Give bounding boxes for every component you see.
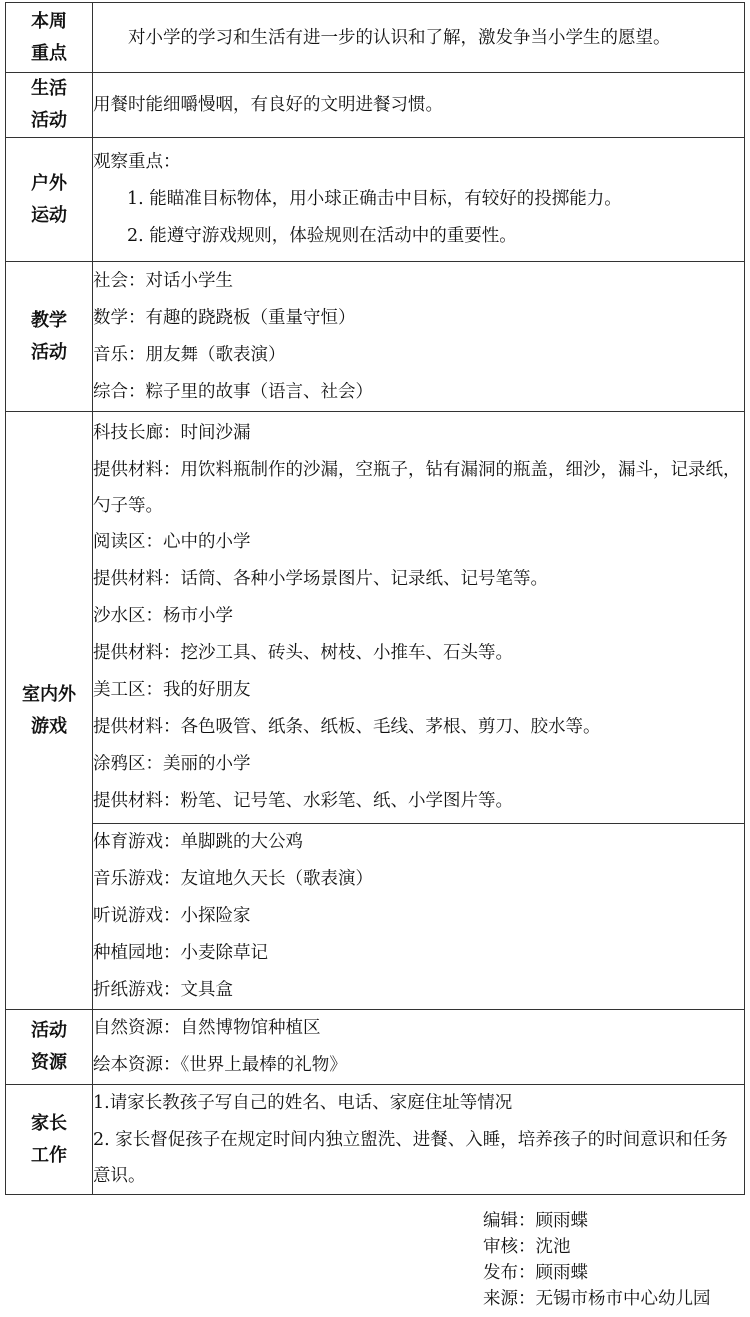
game-item: 种植园地：小麦除草记 xyxy=(93,943,268,963)
weekly-focus-text: 对小学的学习和生活有进一步的认识和了解，激发争当小学生的愿望。 xyxy=(128,27,671,48)
activity-resources-content xyxy=(93,1010,745,1085)
outdoor-exercise-content xyxy=(93,138,745,262)
area-materials: 提供材料：粉笔、记号笔、水彩笔、纸、小学图片等。 xyxy=(93,791,513,811)
weekly-focus-content xyxy=(93,3,745,73)
parent-task: 1.请家长教孩子写自己的姓名、电话、家庭住址等情况 xyxy=(93,1093,513,1113)
parent-work-content xyxy=(93,1085,745,1195)
resource-item: 绘本资源：《世界上最棒的礼物》 xyxy=(93,1055,347,1075)
parent-task: 2. 家长督促孩子在规定时间内独立盥洗、进餐、入睡，培养孩子的时间意识和任务意识。 xyxy=(93,1130,728,1186)
reviewer-credit: 审核：沈池 xyxy=(483,1237,571,1257)
teaching-item: 音乐：朋友舞（歌表演） xyxy=(93,344,286,365)
game-item: 折纸游戏：文具盒 xyxy=(93,980,233,1000)
teaching-item: 数学：有趣的跷跷板（重量守恒） xyxy=(93,307,356,328)
teaching-item: 社会：对话小学生 xyxy=(93,270,233,291)
row-games-outdoor xyxy=(6,824,745,1010)
life-activity-text: 用餐时能细嚼慢咽，有良好的文明进餐习惯。 xyxy=(93,94,443,115)
area-materials: 提供材料：话筒、各种小学场景图片、记录纸、记号笔等。 xyxy=(93,569,548,589)
credits-footer xyxy=(483,1208,711,1312)
area-title: 沙水区：杨市小学 xyxy=(93,606,233,626)
observation-item: 1. 能瞄准目标物体，用小球正确击中目标，有较好的投掷能力。 xyxy=(127,189,622,209)
row-outdoor-exercise xyxy=(6,138,745,262)
area-materials: 提供材料：用饮料瓶制作的沙漏，空瓶子，钻有漏洞的瓶盖，细沙，漏斗，记录纸，勺子等。 xyxy=(93,460,741,516)
observation-heading: 观察重点： xyxy=(93,152,181,172)
area-materials: 提供材料：挖沙工具、砖头、树枝、小推车、石头等。 xyxy=(93,643,513,663)
row-label-activity-resources: 活动 资源 xyxy=(6,1010,93,1085)
teaching-activity-content xyxy=(93,262,745,412)
area-title: 美工区：我的好朋友 xyxy=(93,680,251,700)
area-title: 阅读区：心中的小学 xyxy=(93,532,251,552)
area-title: 科技长廊：时间沙漏 xyxy=(93,423,251,443)
row-activity-resources xyxy=(6,1010,745,1085)
life-activity-content xyxy=(93,73,745,138)
game-item: 音乐游戏：友谊地久天长（歌表演） xyxy=(93,869,373,889)
outdoor-games-content xyxy=(93,824,745,1010)
row-label-life-activity: 生活 活动 xyxy=(6,73,93,138)
row-label-outdoor-exercise: 户外 运动 xyxy=(6,138,93,262)
observation-item: 2. 能遵守游戏规则，体验规则在活动中的重要性。 xyxy=(127,226,517,246)
area-materials: 提供材料：各色吸管、纸条、纸板、毛线、茅根、剪刀、胶水等。 xyxy=(93,717,601,737)
row-weekly-focus xyxy=(6,3,745,73)
row-teaching-activity xyxy=(6,262,745,412)
editor-credit: 编辑：顾雨蝶 xyxy=(483,1211,588,1231)
row-label-weekly-focus: 本周 重点 xyxy=(6,3,93,73)
row-label-teaching-activity: 教学 活动 xyxy=(6,262,93,412)
row-label-games: 室内外 游戏 xyxy=(6,412,93,1010)
game-item: 听说游戏：小探险家 xyxy=(93,906,251,926)
source-credit: 来源：无锡市杨市中心幼儿园 xyxy=(483,1289,711,1309)
row-life-activity xyxy=(6,73,745,138)
game-item: 体育游戏：单脚跳的大公鸡 xyxy=(93,832,303,852)
indoor-games-content xyxy=(93,412,745,824)
resource-item: 自然资源：自然博物馆种植区 xyxy=(93,1018,321,1038)
row-games-indoor xyxy=(6,412,745,824)
area-title: 涂鸦区：美丽的小学 xyxy=(93,754,251,774)
publisher-credit: 发布：顾雨蝶 xyxy=(483,1263,588,1283)
weekly-plan-table xyxy=(5,2,745,1195)
row-parent-work xyxy=(6,1085,745,1195)
row-label-parent-work: 家长 工作 xyxy=(6,1085,93,1195)
teaching-item: 综合：粽子里的故事（语言、社会） xyxy=(93,381,373,402)
